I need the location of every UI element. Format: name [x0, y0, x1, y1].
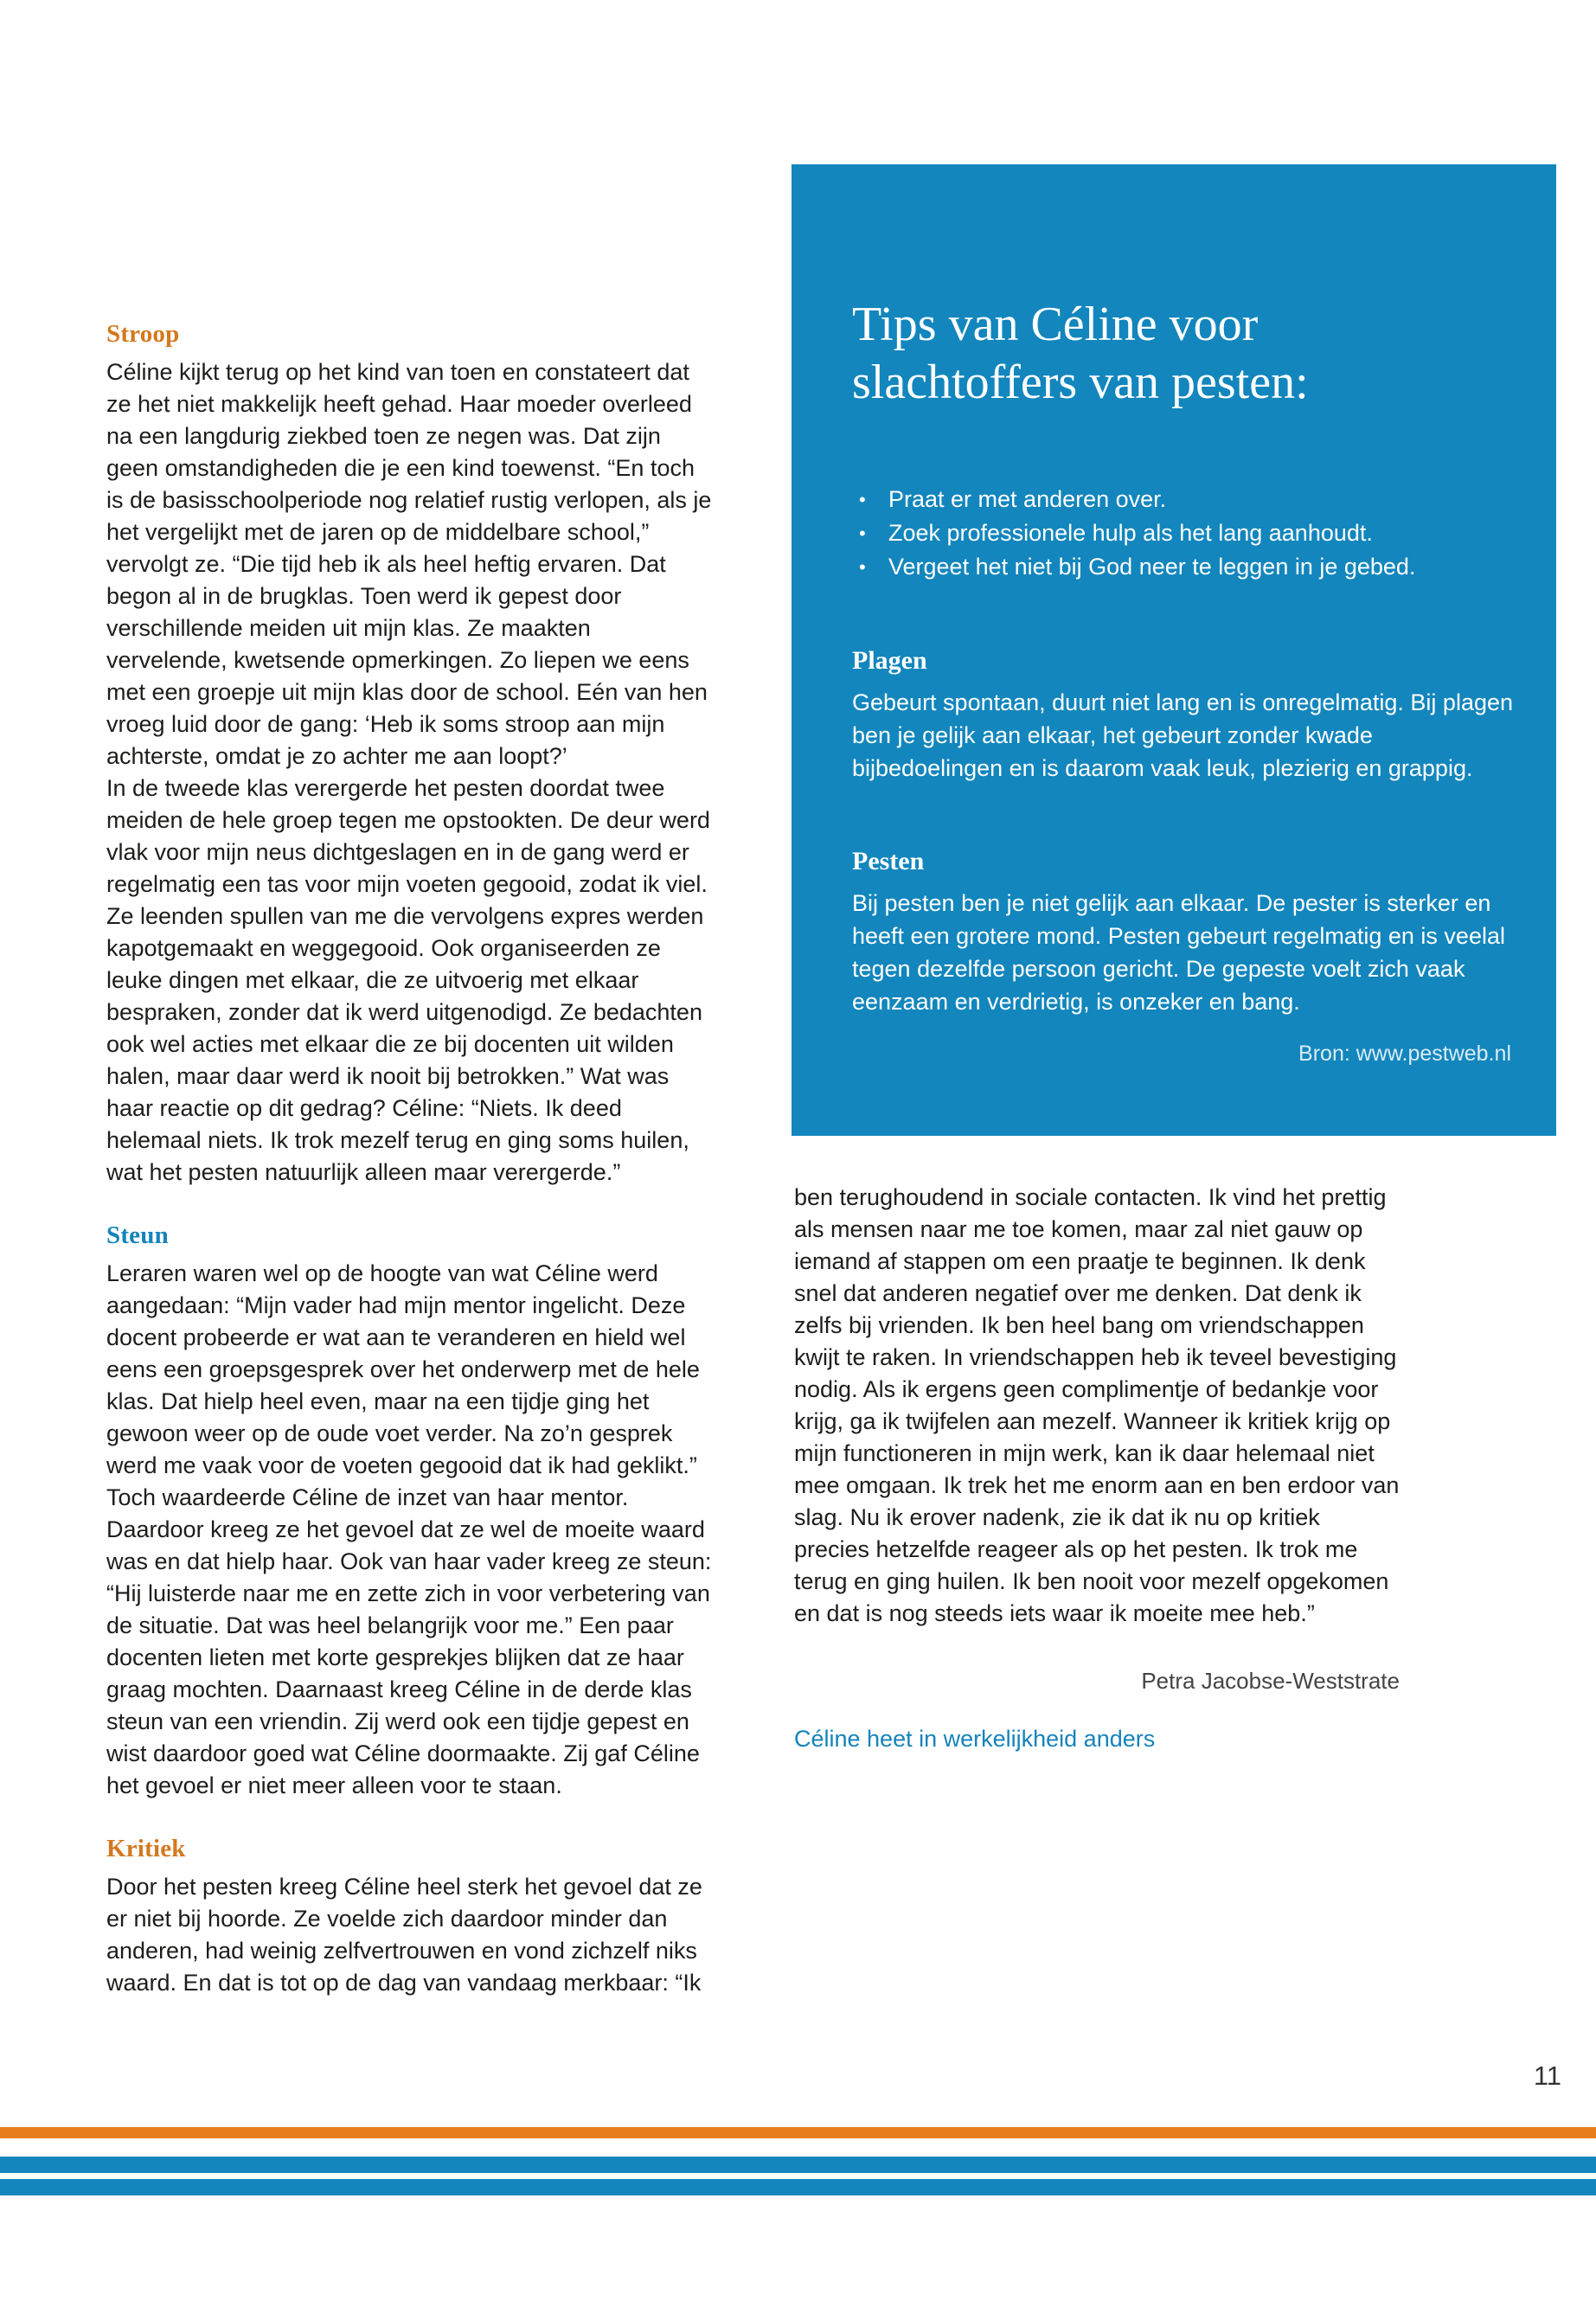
- tips-box-title-line: Tips van Céline voor: [852, 298, 1259, 351]
- section-steun: [106, 1220, 717, 1802]
- box-heading-pesten: Pesten: [852, 847, 925, 875]
- box-body-plagen: Gebeurt spontaan, duurt niet lang en is onregelmatig. Bij plagen ben je gelijk aan elkaar, het gebeurt zonder kwade bijbedoelingen en is daarom vaak leuk, plezierig en grappig.: [852, 689, 1514, 781]
- tips-box-title: [852, 296, 1520, 412]
- footer-stripe-blue-top: [0, 2157, 1596, 2173]
- paragraph: Céline kijkt terug op het kind van toen en constateert dat ze het niet makkelijk heeft gehad. Haar moeder overleed na een langdurig ziekbed toen ze negen was. Dat zijn geen omstandigheden die je een kind toewenst. “En toch is de basisschoolperiode nog relatief rustig verlopen, als je het vergelijkt met de jaren op de middelbare school,” vervolgt ze. “Die tijd heb ik als heel heftig ervaren. Dat begon al in de brugklas. Toen werd ik gepest door verschillende meiden uit mijn klas. Ze maakten vervelende, kwetsende opmerkingen. Zo liepen we eens met een groepje uit mijn klas door de school. Eén van hen vroeg luid door de gang: ‘Heb ik soms stroop aan mijn achterste, omdat je zo achter me aan loopt?’: [106, 359, 712, 769]
- box-body-pesten: Bij pesten ben je niet gelijk aan elkaar. De pester is sterker en heeft een grotere mond. Pesten gebeurt regelmatig en is veelal tegen dezelfde persoon gericht. De gepeste voelt zich vaak eenzaam en verdrietig, is onzeker en bang.: [852, 890, 1505, 1015]
- page-number: 11: [1533, 2061, 1561, 2091]
- tips-box: [792, 164, 1556, 1136]
- tips-bullet: [852, 483, 1520, 516]
- tips-bullet-text: Praat er met anderen over.: [888, 486, 1167, 512]
- left-column: [106, 318, 717, 2030]
- pseudonym-note: Céline heet in werkelijkheid anders: [794, 1726, 1156, 1752]
- box-heading-plagen: Plagen: [852, 646, 927, 675]
- tips-bullet-text: Zoek professionele hulp als het lang aanhoudt.: [888, 520, 1373, 546]
- author-attribution: Petra Jacobse-Weststrate: [1141, 1668, 1400, 1694]
- section-heading-steun: Steun: [106, 1221, 169, 1249]
- footer-stripe-orange: [0, 2127, 1596, 2138]
- tips-bullet: [852, 516, 1520, 550]
- box-section-plagen: [852, 644, 1520, 785]
- bullet-icon: •: [859, 522, 866, 544]
- tips-bullet: [852, 550, 1520, 584]
- section-stroop: [106, 318, 717, 1189]
- paragraph: Leraren waren wel op de hoogte van wat Céline werd aangedaan: “Mijn vader had mijn mentor ingelicht. Deze docent probeerde er wat aan te veranderen en hield wel eens een groepsgesprek over het onderwerp met de hele klas. Dat hielp heel even, maar na een tijdje ging het gewoon weer op de oude voet verder. Na zo’n gesprek werd me vaak voor de voeten gegooid dat ik had geklikt.” Toch waardeerde Céline de inzet van haar mentor. Daardoor kreeg ze het gevoel dat ze wel de moeite waard was en dat hielp haar. Ook van haar vader kreeg ze steun: “Hij luisterde naar me en zette zich in voor verbetering van de situatie. Dat was heel belangrijk voor me.” Een paar docenten lieten met korte gesprekjes blijken dat ze haar graag mochten. Daarnaast kreeg Céline in de derde klas steun van een vriendin. Zij werd ook een tijdje gepest en wist daardoor goed wat Céline doormaakte. Zij gaf Céline het gevoel er niet meer alleen voor te staan.: [106, 1260, 712, 1798]
- section-heading-kritiek: Kritiek: [106, 1835, 186, 1862]
- section-body-stroop: [106, 356, 717, 1189]
- section-kritiek: [106, 1833, 717, 1999]
- paragraph: In de tweede klas verergerde het pesten doordat twee meiden de hele groep tegen me opstookten. De deur werd vlak voor mijn neus dichtgeslagen en in de gang werd er regelmatig een tas voor mijn voeten gegooid, zodat ik viel. Ze leenden spullen van me die vervolgens expres werden kapotgemaakt en weggegooid. Ook organiseerden ze leuke dingen met elkaar, die ze uitvoerig met elkaar bespraken, zonder dat ik werd uitgenodigd. Ze bedachten ook wel acties met elkaar die ze bij docenten uit wilden halen, maar daar werd ik nooit bij betrokken.” Wat was haar reactie op dit gedrag? Céline: “Niets. Ik deed helemaal niets. Ik trok mezelf terug en ging soms huilen, wat het pesten natuurlijk alleen maar verergerde.”: [106, 775, 710, 1185]
- paragraph: Door het pesten kreeg Céline heel sterk het gevoel dat ze er niet bij hoorde. Ze voelde zich daardoor minder dan anderen, had weinig zelfvertrouwen en vond zichzelf niks waard. En dat is tot op de dag van vandaag merkbaar: “Ik: [106, 1874, 702, 1996]
- footer-stripe-blue-bottom: [0, 2179, 1596, 2195]
- paragraph: ben terughoudend in sociale contacten. Ik vind het prettig als mensen naar me toe komen, maar zal niet gauw op iemand af stappen om een praatje te beginnen. Ik denk snel dat anderen negatief over me denken. Dat denk ik zelfs bij vrienden. Ik ben heel bang om vriendschappen kwijt te raken. In vriendschappen heb ik teveel bevestiging nodig. Als ik ergens geen complimentje of bedankje voor krijg, ga ik twijfelen aan mezelf. Wanneer ik kritiek krijg op mijn functioneren in mijn werk, kan ik daar helemaal niet mee omgaan. Ik trek het me enorm aan en ben erdoor van slag. Nu ik erover nadenk, zie ik dat ik nu op kritiek precies hetzelfde reageer als op het pesten. Ik trok me terug en ging huilen. Ik ben nooit voor mezelf opgekomen en dat is nog steeds iets waar ik moeite mee heb.”: [794, 1184, 1400, 1626]
- section-heading-stroop: Stroop: [106, 320, 180, 348]
- tips-box-title-line: slachtoffers van pesten:: [852, 356, 1309, 409]
- tips-bullet-list: [852, 483, 1520, 584]
- bullet-icon: •: [859, 489, 866, 510]
- section-body-kritiek: [106, 1871, 717, 1999]
- box-section-pesten: [852, 845, 1520, 1018]
- section-body-steun: [106, 1258, 717, 1802]
- right-column: [794, 1182, 1400, 1753]
- bullet-icon: •: [859, 556, 866, 578]
- tips-bullet-text: Vergeet het niet bij God neer te leggen in je gebed.: [888, 554, 1416, 580]
- continuation-text: [794, 1182, 1400, 1630]
- source-credit: Bron: www.pestweb.nl: [1298, 1042, 1511, 1066]
